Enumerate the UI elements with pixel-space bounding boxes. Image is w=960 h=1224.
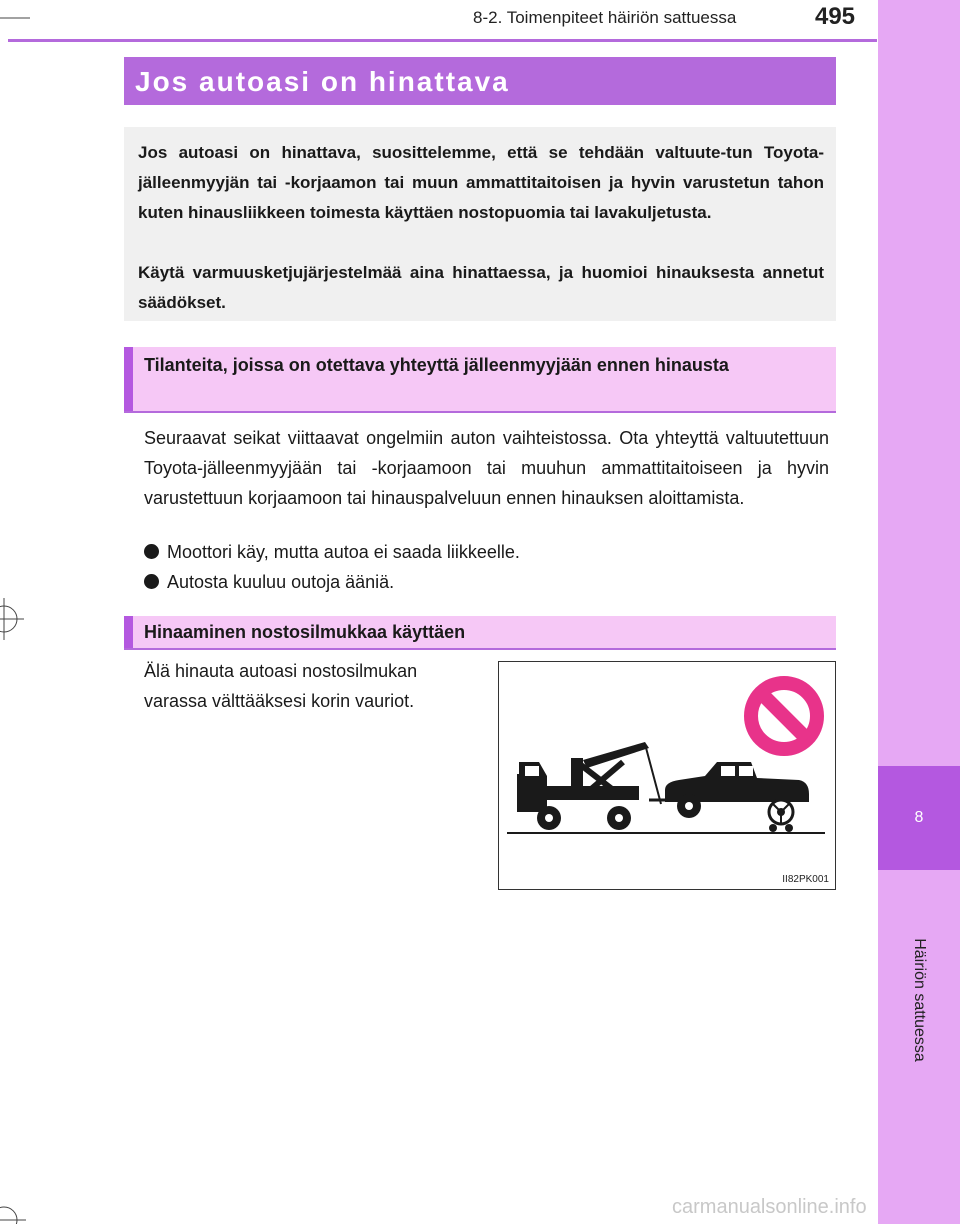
bullet-icon [144,574,159,589]
tow-truck-drawing [499,662,835,889]
bullet-item [144,537,520,567]
page-title-bar [124,57,836,105]
figure-code: II82PK001 [782,874,829,885]
intro-box [124,127,836,321]
towed-car-icon [649,762,809,832]
bullet-text: Autosta kuuluu outoja ääniä. [167,572,395,592]
section2-body-line-2: varassa välttääksesi korin vauriot. [144,691,415,711]
page-title: Jos autoasi on hinattava [135,66,510,97]
header-section-title: 8-2. Toimenpiteet häiriön sattuessa [473,8,737,27]
section-heading-text: Tilanteita, joissa on otettava yhteyttä jälleenmyyjään ennen hinausta [144,355,729,375]
intro-paragraph-2: Käytä varmuusketjujärjestelmää aina hinattaessa, ja huomioi hinauksesta annetut säädökset. [138,263,824,312]
section-heading-towing-eyelet [124,616,836,650]
page-number: 495 [814,3,856,30]
header-divider [8,39,877,42]
crop-mark-left-middle [0,596,26,642]
chapter-title-vertical: Häiriön sattuessa [911,938,928,1062]
section-heading-contact-dealer [124,347,836,413]
crop-mark-top-left [0,0,30,30]
section-heading-text: Hinaaminen nostosilmukkaa käyttäen [144,622,466,642]
chapter-number: 8 [914,809,924,826]
section1-body: Seuraavat seikat viittaavat ongelmiin auton vaihteistossa. Ota yhteyttä valtuutettuun Toyota-jälleenmyyjään tai -korjaamoon tai muuhun ammattitaitoiseen ja hyvin varustettuun korjaamoon tai hinauspalveluun ennen hinauksen aloittamista. [144,428,829,508]
section2-body-line-1: Älä hinauta autoasi nostosilmukan [144,661,418,681]
crop-mark-bottom-left [0,1194,30,1224]
footer-watermark: carmanualsonline.info [672,1196,867,1218]
tow-truck-icon [517,742,661,830]
bullet-icon [144,544,159,559]
bullet-text: Moottori käy, mutta autoa ei saada liikkeelle. [167,542,520,562]
towing-prohibited-illustration [498,661,836,890]
chapter-number-tab [878,766,960,870]
bullet-item [144,567,394,597]
intro-paragraph-1: Jos autoasi on hinattava, suosittelemme, että se tehdään valtuute-tun Toyota-jälleenmyyjän tai -korjaamon tai muun ammattitaitoisen ja hyvin varustetun tahon kuten hinausliikkeen toimesta käyttäen nostopuomia tai lavakuljetusta. [138,143,824,222]
prohibition-icon [751,683,817,749]
